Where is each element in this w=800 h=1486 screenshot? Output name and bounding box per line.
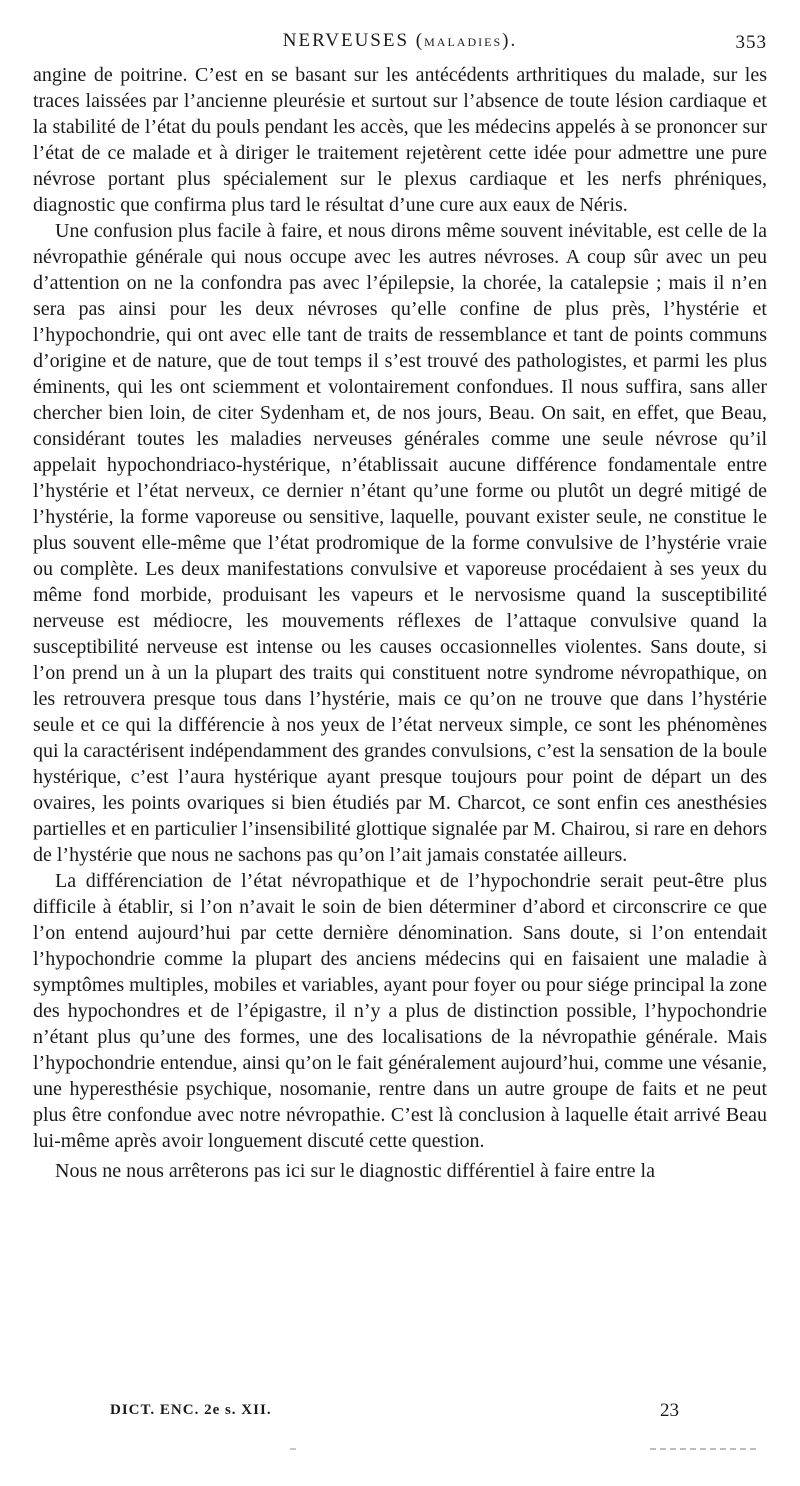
page-header — [33, 30, 767, 58]
signature-number: 23 — [660, 1400, 679, 1421]
page-footer — [110, 1402, 710, 1428]
paragraph-continues: Nous ne nous arrêterons pas ici sur le diagnostic différentiel à faire entre la — [55, 1160, 655, 1182]
page-number: 353 — [735, 32, 767, 53]
running-head — [33, 30, 767, 52]
paragraph: La différenciation de l’état névropathique et de l’hypochondrie serait peut-être plus difficile à établir, si l’on n’avait le soin de bien déterminer d’abord et circonscrire ce que l’on entend aujourd’hui par cette dernière dénomination. Sans doute, si l’on entendait l’hypochondrie comme la plupart des anciens médecins qui en faisaient une maladie à symptômes multiples, mobiles et variables, ayant pour foyer ou pour siége principal la zone des hypochondres et de l’épigastre, il n’y a plus de distinction possible, l’hypochondrie n’étant plus qu’une des formes, une des localisations de la névropathie générale. Mais l’hypochondrie entendue, ainsi qu’on le fait généralement aujourd’hui, comme une vésanie, une hyperesthésie psychique, nosomanie, rentre dans un autre groupe de faits et ne peut plus être confondue avec notre névropathie. C’est là conclusion à laquelle était arrivé Beau lui-même après avoir longuement discuté cette question. — [33, 870, 767, 1152]
running-head-close: ). — [502, 30, 518, 51]
signature-mark: DICT. ENC. 2e s. XII. — [110, 1402, 272, 1418]
paragraph-continued: angine de poitrine. C’est en se basant sur les antécédents arthritiques du malade, sur les traces laissées par l’ancienne pleurésie et surtout sur l’absence de toute lésion cardiaque et la stabilité de l’état du pouls pendant les accès, que les médecins appelés à se prononcer sur l’état de ce malade et à diriger le traitement rejetèrent cette idée pour admettre une pure névrose portant plus spécialement sur le plexus cardiaque et les nerfs phréniques, diagnostic que confirma plus tard le résultat d’une cure aux eaux de Néris. — [33, 64, 767, 216]
paragraph: Une confusion plus facile à faire, et nous dirons même souvent inévitable, est celle de la névropathie générale qui nous occupe avec les autres névroses. A coup sûr avec un peu d’attention on ne la confondra pas avec l’épilepsie, la chorée, la catalepsie ; mais il n’en sera pas ainsi pour les deux névroses qu’elle confine de plus près, l’hystérie et l’hypochondrie, qui ont avec elle tant de traits de ressemblance et tant de points communs d’origine et de nature, que de tout temps il s’est trouvé des pathologistes, et parmi les plus éminents, qui les ont sciemment et volontairement confondues. Il nous suffira, sans aller chercher bien loin, de citer Sydenham et, de nos jours, Beau. On sait, en effet, que Beau, considérant toutes les maladies nerveuses générales comme une seule névrose qu’il appelait hypochondriaco-hystérique, n’établissait aucune différence fondamentale entre l’hystérie et l’état nerveux, ce dernier n’étant qu’une forme ou plutôt un degré mitigé de l’hystérie, la forme vaporeuse ou sensitive, laquelle, pouvant exister seule, ne constitue le plus souvent elle-même que l’état prodromique de la forme convulsive de l’hystérie vraie ou complète. Les deux manifestations convulsive et vaporeuse procédaient à ses yeux du même fond morbide, produisant les vapeurs et le nervosisme quand la susceptibilité nerveuse est médiocre, les mouvements réflexes de l’attaque convulsive quand la susceptibilité nerveuse est intense ou les causes occasionnelles violentes. Sans doute, si l’on prend un à un la plupart des traits qui constituent notre syndrome névropathique, on les retrouvera presque tous dans l’hystérie, mais ce qu’on ne trouve que dans l’hystérie seule et ce qui la différencie à nos yeux de l’état nerveux simple, ce sont les phénomènes qui la caractérisent indépendamment des grandes convulsions, c’est la sensation de la boule hystérique, c’est l’aura hystérique ayant presque toujours pour point de départ un des ovaires, les points ovariques si bien étudiés par M. Charcot, ce sont enfin ces anesthésies partielles et en particulier l’insensibilité glottique signalée par M. Chairou, si rare en dehors de l’hystérie que nous ne sachons pas qu’on l’ait jamais constatée ailleurs. — [33, 220, 767, 866]
running-head-main: NERVEUSES ( — [282, 30, 425, 51]
print-smudge — [650, 1448, 760, 1450]
print-smudge — [290, 1448, 296, 1450]
body-text — [33, 62, 767, 1184]
running-head-small-caps: MALADIES — [424, 35, 503, 49]
